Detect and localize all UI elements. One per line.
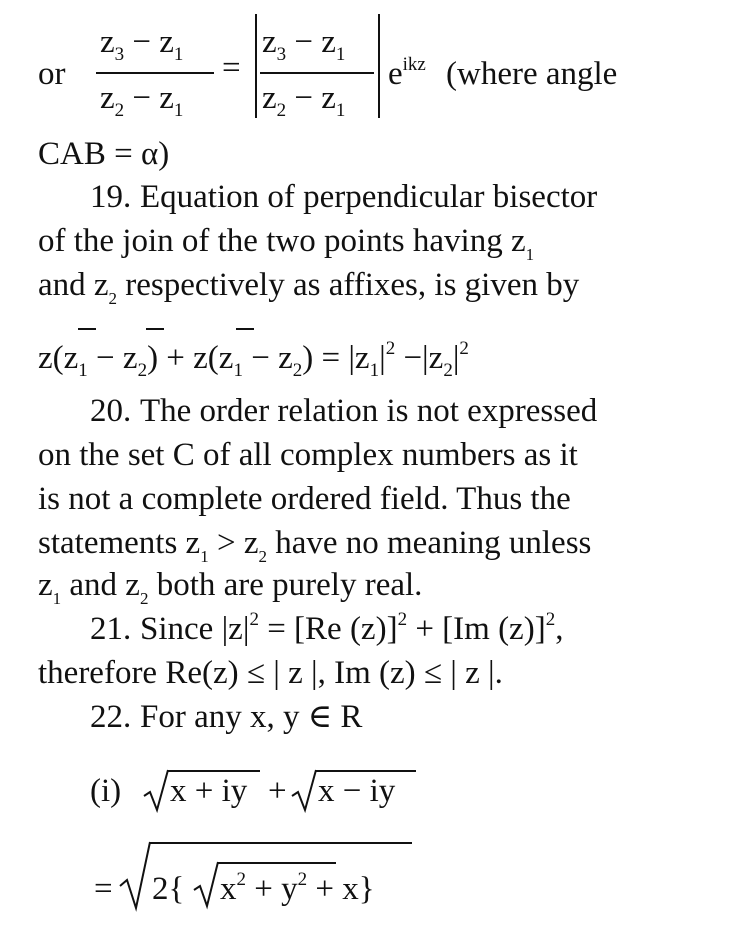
rhs-numerator: $z_3 - z_1$: [262, 24, 346, 65]
exponential: $e^{ikz}$: [388, 54, 426, 92]
angle-note: (where angle: [446, 56, 618, 92]
item-21-number: 21.: [90, 611, 132, 647]
conjugate-bar-1: [78, 328, 96, 330]
radicand-2: x − iy: [318, 773, 396, 809]
item-19-number: 19.: [90, 179, 132, 215]
rhs-denominator: $z_2 - z_1$: [262, 80, 346, 121]
radicand-1: x + iy: [170, 773, 248, 809]
radical-vinculum-1: [168, 770, 260, 772]
item-22-number: 22.: [90, 699, 132, 735]
outer-radical-sign: [118, 840, 152, 912]
item-20-line1: The order relation is not expressed: [140, 393, 598, 429]
radical-sign-1: [142, 768, 170, 814]
item-22-line1: For any x, y ∈ R: [140, 699, 363, 735]
equals-sign: =: [222, 50, 241, 86]
radical-vinculum-2: [316, 770, 416, 772]
modulus-bar-left: [255, 14, 257, 118]
item-19-line2: of the join of the two points having $z_1$: [38, 223, 535, 264]
outer-radicand: 2{: [152, 871, 185, 907]
lhs-denominator: $z_2 - z_1$: [100, 80, 184, 121]
part-i-label: (i): [90, 773, 122, 809]
item-20-line5: $z_1$ and $z_2$ both are purely real.: [38, 567, 423, 608]
conjugate-bar-3: [236, 328, 254, 330]
radical-sign-2: [290, 768, 318, 814]
inner-radicand: $x^2 + y^2 + x$}: [220, 869, 375, 907]
bisector-formula: $z(z_1 - z_2) + z(z_1 - z_2) = |z_1|^2 -|z_2|^2$: [38, 338, 469, 381]
item-20-number: 20.: [90, 393, 132, 429]
result-equals: =: [94, 871, 113, 907]
item-20-line2: on the set C of all complex numbers as it: [38, 437, 578, 473]
angle-note-continued: CAB = α): [38, 136, 170, 172]
lhs-fraction-bar: [96, 72, 214, 74]
inner-radical-sign: [192, 860, 220, 910]
item-19-line1: Equation of perpendicular bisector: [140, 179, 598, 215]
item-21-line2: therefore Re(z) ≤ | z |, Im (z) ≤ | z |.: [38, 655, 503, 691]
item-21-line1: Since $|z|^2 = [Re$ (z)]$^2$ + [Im (z)]$^2$,: [140, 609, 564, 647]
rhs-fraction-bar: [260, 72, 374, 74]
plus-sign: +: [268, 773, 287, 809]
item-20-line4: statements $z_1 > z_2$ have no meaning unless: [38, 525, 592, 566]
or-label: or: [38, 56, 66, 92]
inner-radical-vinculum: [218, 862, 336, 864]
lhs-numerator: $z_3 - z_1$: [100, 24, 184, 65]
modulus-bar-right: [378, 14, 380, 118]
conjugate-bar-2: [146, 328, 164, 330]
item-19-line3: and $z_2$ respectively as affixes, is given by: [38, 267, 580, 308]
item-20-line3: is not a complete ordered field. Thus the: [38, 481, 571, 517]
outer-radical-vinculum: [150, 842, 412, 844]
